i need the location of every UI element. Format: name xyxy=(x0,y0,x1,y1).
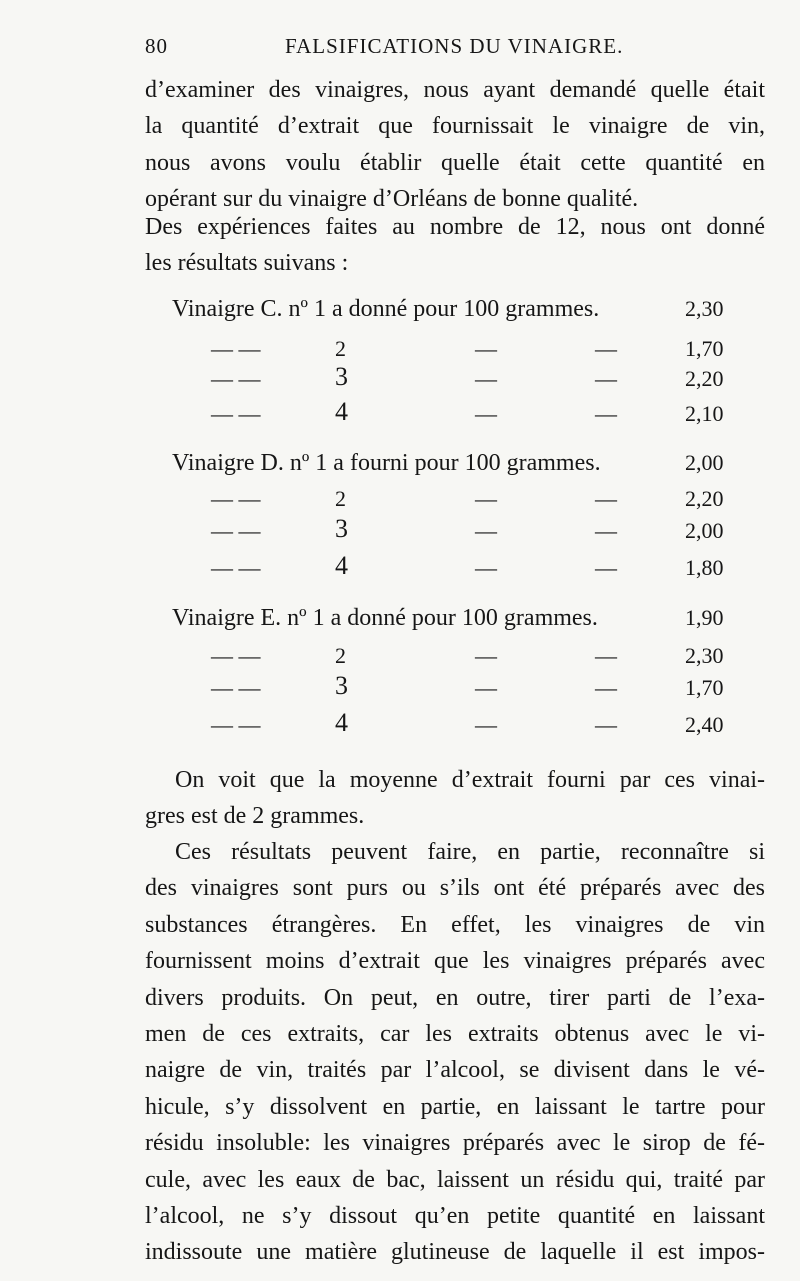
text-line: d’examiner des vinaigres, nous ayant demandé quelle était xyxy=(145,77,765,103)
ditto-mark: — xyxy=(595,336,617,361)
ditto-mark: — xyxy=(595,366,617,391)
ditto-mark: — xyxy=(595,555,617,580)
text-line: naigre de vin, traités par l’alcool, se divisent dans le vé- xyxy=(145,1057,765,1084)
row-label: Vinaigre E. nº 1 a donné pour 100 grammes. xyxy=(172,605,598,631)
row-value: 2,00 xyxy=(685,518,724,543)
ditto-mark: — — xyxy=(211,366,261,391)
sample-number: 2 xyxy=(335,643,346,668)
text-line: résidu insoluble: les vinaigres préparés avec le sirop de fé- xyxy=(145,1130,765,1157)
text-line: fournissent moins d’extrait que les vinaigres préparés avec xyxy=(145,948,765,975)
text-line: Des expériences faites au nombre de 12, nous ont donné xyxy=(145,214,765,240)
ditto-mark: — xyxy=(595,675,617,700)
paragraph-experiments xyxy=(145,209,765,282)
text-line: l’alcool, ne s’y dissout qu’en petite quantité en laissant xyxy=(145,1203,765,1230)
ditto-mark: — xyxy=(475,401,497,426)
ditto-mark: — xyxy=(595,486,617,511)
text-line: gres est de 2 grammes. xyxy=(145,803,365,830)
text-line: des vinaigres sont purs ou s’ils ont été préparés avec des xyxy=(145,875,765,902)
sample-number: 3 xyxy=(335,514,348,543)
sample-number: 4 xyxy=(335,551,348,580)
row-value: 1,70 xyxy=(685,336,724,361)
row-value: 2,00 xyxy=(685,450,724,475)
table-row xyxy=(145,708,765,748)
ditto-mark: — xyxy=(595,401,617,426)
ditto-mark: — xyxy=(475,518,497,543)
table-row xyxy=(145,486,765,522)
row-value: 2,20 xyxy=(685,366,724,391)
ditto-mark: — — xyxy=(211,518,261,543)
table-row-lead xyxy=(145,605,765,641)
table-row xyxy=(145,643,765,679)
text-line: la quantité d’extrait que fournissait le vinaigre de vin, xyxy=(145,113,765,140)
text-line: divers produits. On peut, en outre, tirer parti de l’exa- xyxy=(145,984,765,1011)
row-value: 2,40 xyxy=(685,712,724,737)
table-row-lead xyxy=(145,450,765,486)
row-label: Vinaigre C. nº 1 a donné pour 100 grammes. xyxy=(172,296,600,322)
sample-number: 2 xyxy=(335,486,346,511)
table-row xyxy=(145,362,765,402)
row-value: 1,80 xyxy=(685,555,724,580)
ditto-mark: — — xyxy=(211,555,261,580)
row-value: 2,30 xyxy=(685,296,724,321)
text-line: les résultats suivans : xyxy=(145,250,349,277)
ditto-mark: — xyxy=(475,486,497,511)
paragraph-intro xyxy=(145,72,765,218)
row-value: 1,70 xyxy=(685,675,724,700)
table-row xyxy=(145,551,765,591)
sample-number: 2 xyxy=(335,336,346,361)
running-title: FALSIFICATIONS DU VINAIGRE. xyxy=(285,34,624,58)
table-row-lead xyxy=(145,296,765,332)
row-value: 2,20 xyxy=(685,486,724,511)
ditto-mark: — xyxy=(475,675,497,700)
ditto-mark: — — xyxy=(211,675,261,700)
text-line: substances étrangères. En effet, les vinaigres de vin xyxy=(145,911,765,938)
ditto-mark: — xyxy=(595,518,617,543)
ditto-mark: — — xyxy=(211,712,261,737)
table-row xyxy=(145,514,765,554)
ditto-mark: — — xyxy=(211,486,261,511)
ditto-mark: — xyxy=(475,555,497,580)
ditto-mark: — xyxy=(595,643,617,668)
row-value: 1,90 xyxy=(685,605,724,630)
text-line: Ces résultats peuvent faire, en partie, reconnaître si xyxy=(175,839,765,865)
ditto-mark: — xyxy=(475,643,497,668)
text-line: opérant sur du vinaigre d’Orléans de bonne qualité. xyxy=(145,186,639,213)
page-header xyxy=(145,34,705,60)
ditto-mark: — xyxy=(475,366,497,391)
row-value: 2,30 xyxy=(685,643,724,668)
table-row xyxy=(145,671,765,711)
text-line: indissoute une matière glutineuse de laquelle il est impos- xyxy=(145,1239,765,1266)
page-number: 80 xyxy=(145,34,168,58)
text-line: cule, avec les eaux de bac, laissent un résidu qui, traité par xyxy=(145,1166,765,1193)
paragraph-average xyxy=(145,762,765,835)
sample-number: 4 xyxy=(335,708,348,737)
row-value: 2,10 xyxy=(685,401,724,426)
text-line: nous avons voulu établir quelle était cette quantité en xyxy=(145,149,765,176)
sample-number: 4 xyxy=(335,397,348,426)
ditto-mark: — — xyxy=(211,401,261,426)
ditto-mark: — — xyxy=(211,643,261,668)
ditto-mark: — xyxy=(595,712,617,737)
text-line: On voit que la moyenne d’extrait fourni par ces vinai- xyxy=(175,767,765,793)
ditto-mark: — xyxy=(475,336,497,361)
table-row xyxy=(145,397,765,437)
ditto-mark: — xyxy=(475,712,497,737)
text-line: men de ces extraits, car les extraits obtenus avec le vi- xyxy=(145,1021,765,1048)
ditto-mark: — — xyxy=(211,336,261,361)
sample-number: 3 xyxy=(335,671,348,700)
text-line: hicule, s’y dissolvent en partie, en laissant le tartre pour xyxy=(145,1093,765,1120)
paragraph-conclusions xyxy=(145,834,765,1271)
sample-number: 3 xyxy=(335,362,348,391)
row-label: Vinaigre D. nº 1 a fourni pour 100 grammes. xyxy=(172,450,601,476)
